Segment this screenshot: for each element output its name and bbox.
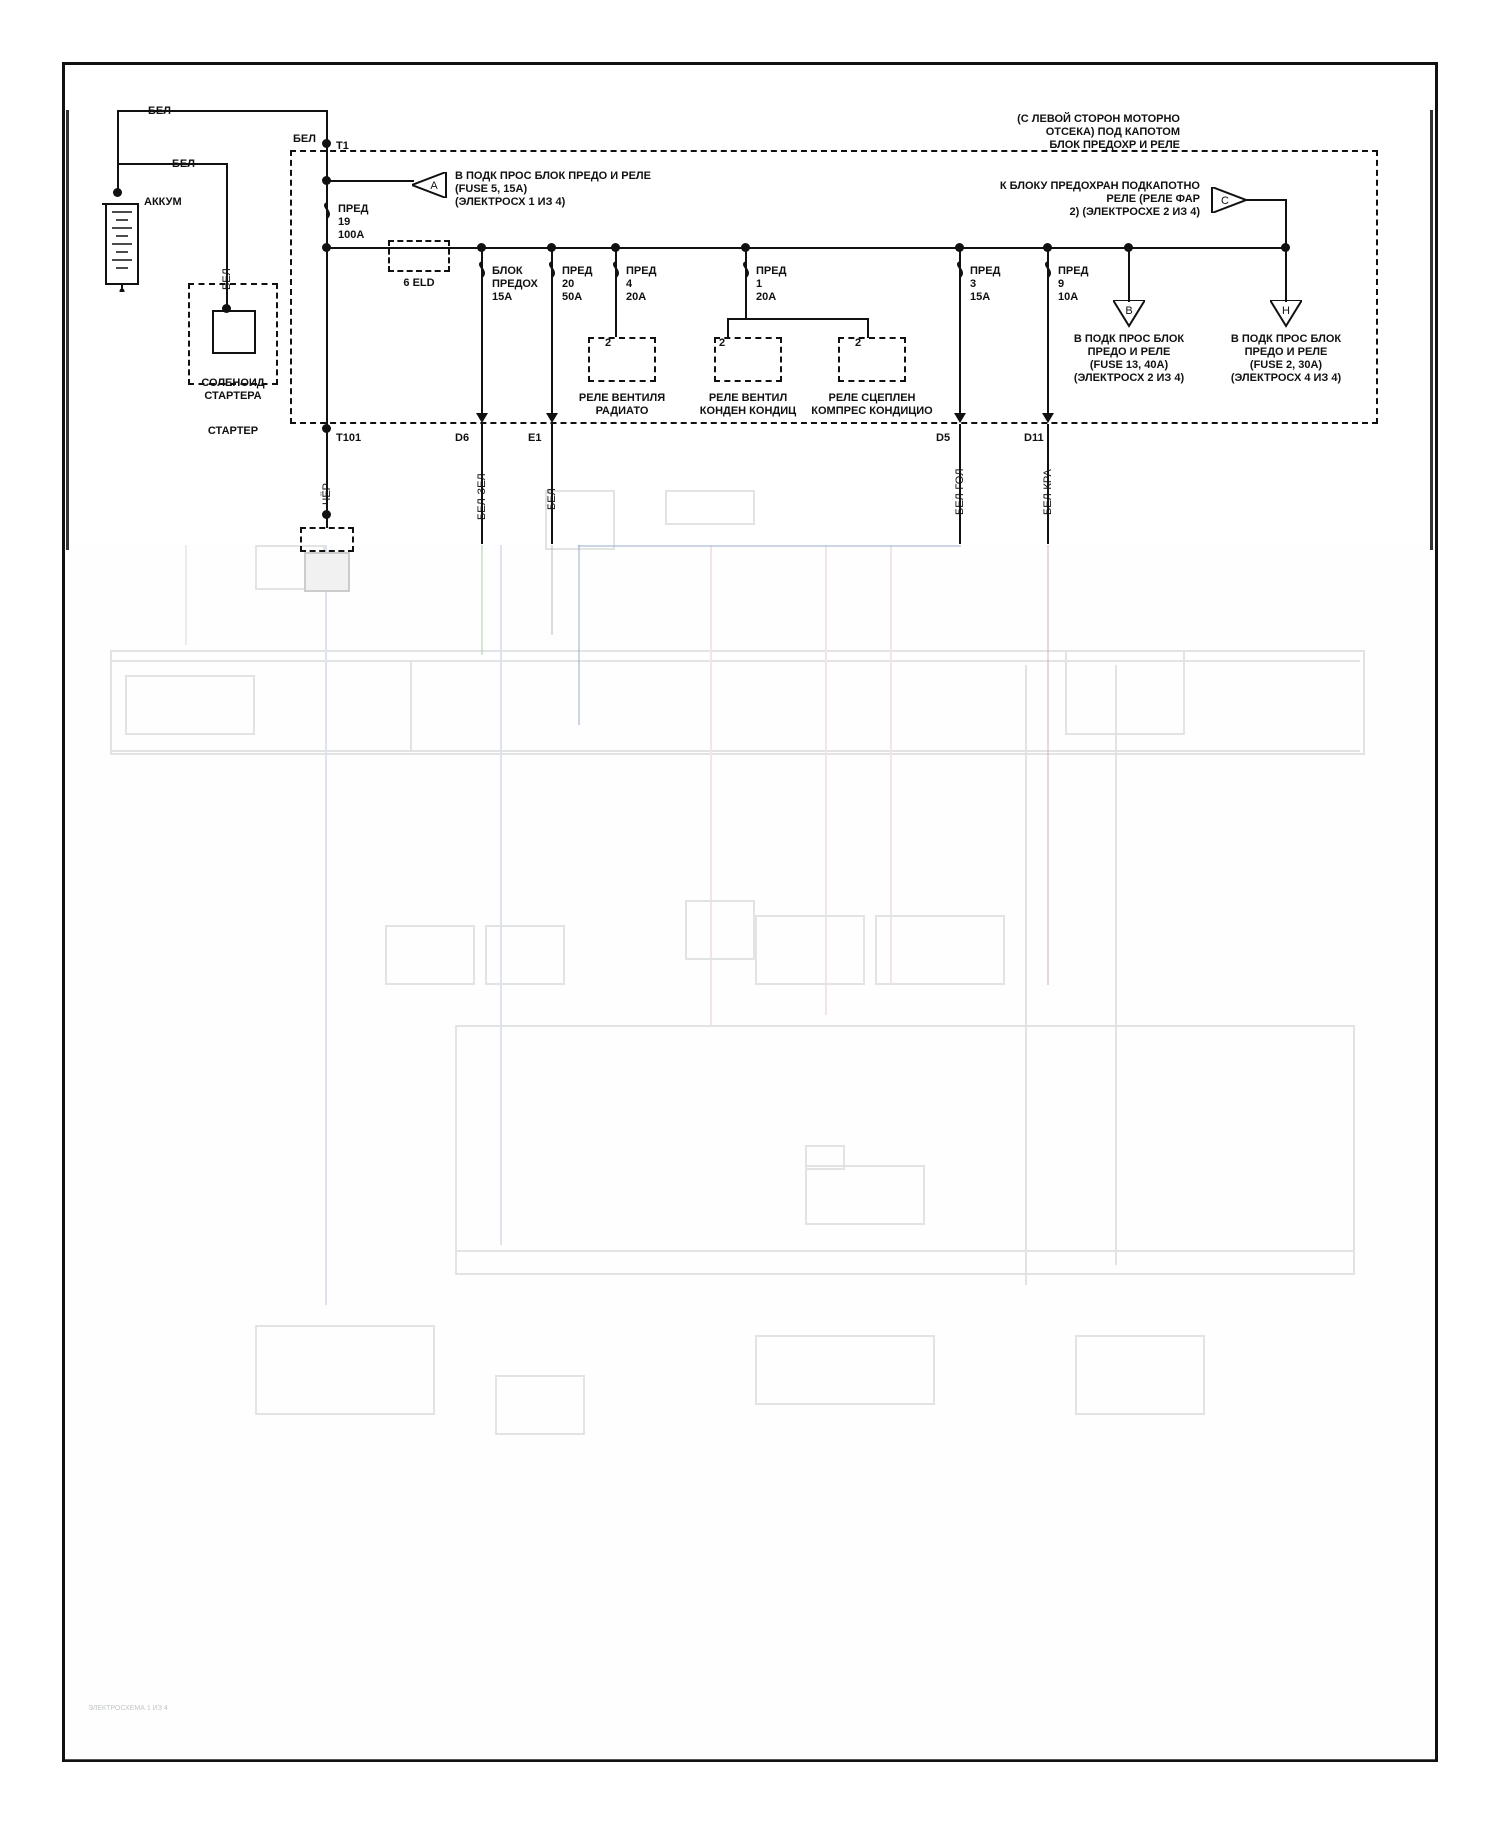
connector-b-line-1: В ПОДК ПРОС БЛОК <box>1073 333 1185 345</box>
relay-ac-compressor-pin: 2 <box>855 337 862 349</box>
faded-wire-d11 <box>1047 545 1049 985</box>
fuse-4-label-3: 20A <box>626 291 647 303</box>
connector-a-triangle <box>412 172 452 203</box>
connector-h-line-1: В ПОДК ПРОС БЛОК <box>1230 333 1342 345</box>
connector-h-line-3: (FUSE 2, 30A) <box>1249 359 1323 371</box>
branch-e1-wire-lower <box>551 424 553 544</box>
connector-c-line-1: К БЛОКУ ПРЕДОХРАН ПОДКАПОТНО <box>999 180 1200 192</box>
branch-fuse4-node <box>611 243 620 252</box>
starter-label: СТАРТЕР <box>207 425 259 437</box>
main-fuse-label-1: ПРЕД <box>338 203 369 215</box>
terminal-t1-label: T1 <box>336 140 349 152</box>
main-bus <box>326 247 1285 249</box>
main-fuse-label-2: 19 <box>338 216 351 228</box>
connector-a-line-1: В ПОДК ПРОС БЛОК ПРЕДО И РЕЛЕ <box>455 170 651 182</box>
fuse-3-label-3: 15A <box>970 291 991 303</box>
relay-ac-compressor-label-2: КОМПРЕС КОНДИЦИО <box>811 405 933 417</box>
fuse-block-label-2: ПРЕДОХ <box>492 278 538 290</box>
starter-solenoid-label-1: СОЛЕНОИД <box>201 377 265 389</box>
branch-e1-wire-label: БЕЛ <box>546 488 558 510</box>
svg-text:C: C <box>1221 195 1229 207</box>
relay-radiator-fan-label-2: РАДИАТО <box>595 405 649 417</box>
connector-c-line-2: РЕЛЕ (РЕЛЕ ФАР <box>1106 193 1200 205</box>
connector-h-triangle <box>1270 300 1302 333</box>
fuse-4-label-2: 4 <box>626 278 633 290</box>
relay-ac-compressor-box <box>838 337 906 382</box>
branch-d11-node <box>1043 243 1052 252</box>
connector-c-triangle <box>1206 187 1246 218</box>
starter-solenoid-label-2: СТАРТЕРА <box>204 390 262 402</box>
main-fuse-symbol <box>319 197 333 223</box>
branch-fuse1-node <box>741 243 750 252</box>
fuse-9-label-1: ПРЕД <box>1058 265 1089 277</box>
faded-wire-e1 <box>551 545 553 635</box>
battery <box>100 196 144 297</box>
connector-b-node <box>1124 243 1133 252</box>
branch-fuse1-left-leg <box>727 318 729 338</box>
branch-d5-node <box>955 243 964 252</box>
connector-h-line-2: ПРЕДО И РЕЛЕ <box>1244 346 1328 358</box>
relay-radiator-fan-box <box>588 337 656 382</box>
fuse-3-label-2: 3 <box>970 278 977 290</box>
terminal-d11-label: D11 <box>1024 432 1044 444</box>
branch-d6-arrow <box>476 413 488 423</box>
branch-d5-arrow <box>954 413 966 423</box>
faded-wire-d5-down <box>578 545 580 725</box>
main-wire-label: БЕЛ <box>293 133 316 145</box>
fuse-20-label-3: 50A <box>562 291 583 303</box>
branch-fuse1-split <box>727 318 869 320</box>
fuse-3-symbol <box>952 256 966 282</box>
connector-c-wire-vertical <box>1285 199 1287 247</box>
relay-condenser-fan-label-1: РЕЛЕ ВЕНТИЛ <box>708 392 788 404</box>
connector-b-wire <box>1128 247 1130 302</box>
battery-down-wire-label: БЕЛ <box>221 268 233 290</box>
fuse-9-symbol <box>1040 256 1054 282</box>
trunk-wire <box>326 110 328 430</box>
fuse-block-label-3: 15A <box>492 291 513 303</box>
header-note-line-2: ОТСЕКА) ПОД КАПОТОМ <box>1045 126 1180 138</box>
main-fuse-label-3: 100A <box>338 229 365 241</box>
eld-box <box>388 240 450 272</box>
connector-c-line-3: 2) (ЭЛЕКТРОСХЕ 2 ИЗ 4) <box>1069 206 1200 218</box>
svg-text:H: H <box>1282 305 1290 317</box>
connector-a-line-3: (ЭЛЕКТРОСХ 1 ИЗ 4) <box>455 196 566 208</box>
connector-h-wire <box>1285 247 1287 302</box>
footer-note: ЭЛЕКТРОСХЕМА 1 ИЗ 4 <box>88 1705 168 1712</box>
terminal-d5-label: D5 <box>936 432 951 444</box>
svg-text:A: A <box>430 180 438 192</box>
fuse-block-label-1: БЛОК <box>492 265 523 277</box>
fuse-1-label-2: 1 <box>756 278 763 290</box>
faded-wire-d5-horizontal <box>578 545 961 547</box>
terminal-t101-label: T101 <box>336 432 362 444</box>
fuse-1-label-1: ПРЕД <box>756 265 787 277</box>
relay-radiator-fan-pin: 2 <box>605 337 612 349</box>
battery-top-wire-label: БЕЛ <box>148 105 171 117</box>
terminal-e1-label: E1 <box>528 432 542 444</box>
fuse-block-symbol <box>474 256 488 282</box>
faded-wire-d6 <box>481 545 483 655</box>
eld-label: 6 ELD <box>403 277 435 289</box>
relay-radiator-fan-label-1: РЕЛЕ ВЕНТИЛЯ <box>578 392 666 404</box>
page-edge-right-rule <box>1430 110 1433 550</box>
fuse-3-label-1: ПРЕД <box>970 265 1001 277</box>
connector-b-line-3: (FUSE 13, 40A) <box>1089 359 1169 371</box>
branch-d11-arrow <box>1042 413 1054 423</box>
black-wire-node <box>322 510 331 519</box>
branch-d5-wire-label: БЕЛ-ГОЛ <box>954 468 966 515</box>
battery-mid-wire-label: БЕЛ <box>172 158 195 170</box>
starter-solenoid-box <box>212 310 256 354</box>
branch-d11-wire-label: БЕЛ-КРА <box>1042 469 1054 515</box>
fuse-1-label-3: 20A <box>756 291 777 303</box>
ground-component-inner <box>304 552 350 592</box>
header-note-line-1: (С ЛЕВОЙ СТОРОН МОТОРНО <box>1017 113 1180 125</box>
fuse-20-label-2: 20 <box>562 278 575 290</box>
svg-text:B: B <box>1125 305 1133 317</box>
page-edge-left-rule <box>66 110 69 550</box>
battery-label: АККУМ <box>144 196 182 208</box>
connector-a-line-2: (FUSE 5, 15A) <box>455 183 528 195</box>
branch-d6-wire-label: БЕЛ-ЗЕЛ <box>476 473 488 520</box>
fuse-1-symbol <box>738 256 752 282</box>
connector-b-line-4: (ЭЛЕКТРОСХ 2 ИЗ 4) <box>1073 372 1185 384</box>
relay-condenser-fan-label-2: КОНДЕН КОНДИЦ <box>699 405 797 417</box>
fuse-20-symbol <box>544 256 558 282</box>
fuse-9-label-3: 10A <box>1058 291 1079 303</box>
branch-e1-node <box>547 243 556 252</box>
fuse-20-label-1: ПРЕД <box>562 265 593 277</box>
branch-d6-node <box>477 243 486 252</box>
black-wire-label: ЧЁР <box>321 482 333 505</box>
header-note-line-3: БЛОК ПРЕДОХР И РЕЛЕ <box>1049 139 1180 151</box>
fuse-9-label-2: 9 <box>1058 278 1065 290</box>
fuse-4-label-1: ПРЕД <box>626 265 657 277</box>
terminal-d6-label: D6 <box>455 432 470 444</box>
fuse-4-symbol <box>608 256 622 282</box>
connector-b-line-2: ПРЕДО И РЕЛЕ <box>1087 346 1171 358</box>
connector-a-wire <box>326 180 414 182</box>
branch-e1-arrow <box>546 413 558 423</box>
relay-ac-compressor-label-1: РЕЛЕ СЦЕПЛЕН <box>828 392 916 404</box>
connector-c-wire-horizontal <box>1246 199 1286 201</box>
starter-solenoid-node <box>222 304 231 313</box>
connector-b-triangle <box>1113 300 1145 333</box>
battery-top-wire-vertical <box>117 110 119 194</box>
connector-h-line-4: (ЭЛЕКТРОСХ 4 ИЗ 4) <box>1230 372 1342 384</box>
ground-component-box <box>300 527 354 552</box>
relay-condenser-fan-pin: 2 <box>719 337 726 349</box>
branch-fuse1-right-leg <box>867 318 869 338</box>
